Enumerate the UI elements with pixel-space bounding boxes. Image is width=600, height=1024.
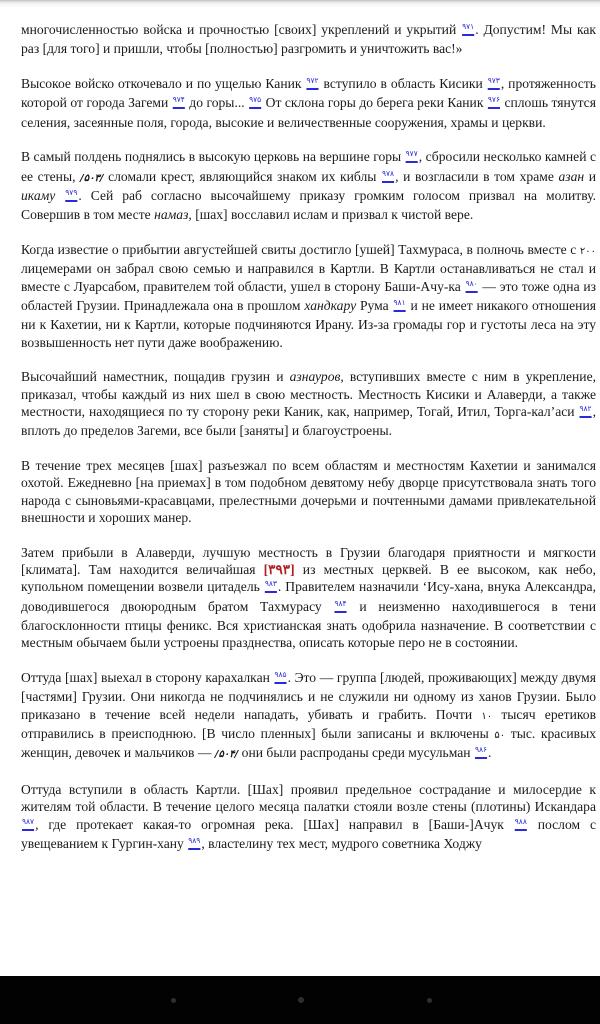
- footnote-link[interactable]: ۹۸۱: [393, 298, 406, 308]
- paragraph: [21, 148, 596, 223]
- footnote-link[interactable]: ۹۷۷: [405, 149, 418, 159]
- italic-term: намаз,: [154, 207, 192, 223]
- persian-numeral: ۲۰۰: [579, 246, 596, 258]
- text-run: [шах] восславил ислам и призвал к чистой вере.: [191, 207, 474, 223]
- persian-numeral: ۵۰: [494, 730, 506, 741]
- paragraph: [21, 21, 596, 58]
- footnote-link[interactable]: ۹۷۹: [65, 188, 78, 198]
- text-run: , и возгласили в том храме: [395, 168, 559, 184]
- back-button[interactable]: [171, 998, 176, 1003]
- text-run: многочисленностью войска и прочностью [своих] укреплений и укрытий: [21, 22, 462, 37]
- text-run: тыс. красивых женщин, девочек и мальчиков —: [21, 726, 596, 761]
- original-page-marker: /۵۰۳/: [80, 172, 104, 184]
- text-run: Когда известие о прибытии августейшей свиты достигло [ушей] Тахмураса, в полночь вместе с: [21, 242, 580, 258]
- footnote-link[interactable]: ۹۸۵: [274, 670, 287, 680]
- text-run: вступило в область Кисики: [319, 76, 487, 92]
- paragraph: [21, 669, 596, 763]
- text-run: В самый полдень поднялись в высокую церковь на вершине горы: [21, 149, 405, 165]
- text-run: , протяженность которой от города Загеми: [21, 76, 596, 111]
- paragraph: [21, 781, 596, 854]
- footnote-link[interactable]: ۹۷۵: [249, 95, 262, 105]
- text-run: Высокое войско откочевало и по ущелью Каник: [21, 76, 306, 92]
- text-run: Оттуда [шах] выехал в сторону карахалкан: [21, 670, 274, 686]
- footnote-link[interactable]: ۹۷۴: [172, 95, 185, 105]
- footnote-link[interactable]: ۹۷۲: [306, 76, 319, 86]
- footnote-link[interactable]: ۹۸۴: [334, 598, 347, 608]
- italic-term: азнауров,: [289, 369, 344, 385]
- text-run: лицемерами он забрал свою семью и направился в Картли. В Картли останавливаться не стал и вместе с Луарсабом, правителем той области, ушел в сторону Баши-Ачу-ка: [21, 261, 596, 294]
- footnote-link[interactable]: ۹۸۲: [579, 404, 592, 414]
- text-run: От склона горы до берега реки Каник: [262, 95, 487, 111]
- page-reference-marker: [۳۹۳]: [263, 562, 295, 578]
- footnote-link[interactable]: ۹۷۱: [462, 22, 475, 31]
- text-run: , властелину тех мест, мудрого советника Ходжу: [201, 835, 482, 851]
- text-run: до горы...: [185, 95, 249, 111]
- footnote-link[interactable]: ۹۸۰: [465, 278, 478, 288]
- paragraph: [21, 75, 596, 131]
- italic-term: азан: [558, 168, 585, 184]
- text-run: они были распроданы среди мусульман: [238, 745, 474, 761]
- text-run: тысяч еретиков отправились в преисподнюю. [В число пленных] были записаны и включены: [21, 706, 597, 741]
- footnote-link[interactable]: ۹۸۹: [188, 835, 201, 845]
- persian-numeral: ۱۰: [481, 710, 493, 722]
- text-run: и не имеет никакого отношения ни к Кахетии, ни к Картли, которые подчиняются Ирану. Из-за громады гор и густоты леса на эту возвышенность нет пути даже воображению.: [21, 298, 596, 350]
- text-run: сломали крест, являющийся знаком их киблы: [103, 168, 381, 184]
- top-toolbar-shadow: [0, 0, 600, 8]
- italic-term: икаму: [21, 188, 56, 204]
- text-run: Рума: [356, 298, 393, 314]
- footnote-link[interactable]: ۹۸۶: [474, 745, 488, 755]
- text-run: — это тоже одна из областей Грузии. Принадлежала она в прошлом: [21, 278, 596, 314]
- system-navigation-bar: [0, 976, 600, 1024]
- text-run: и: [584, 168, 596, 184]
- footnote-link[interactable]: ۹۸۸: [514, 816, 527, 826]
- footnote-link[interactable]: ۹۸۳: [264, 579, 277, 589]
- text-run: В течение трех месяцев [шах] разъезжал по всем областям и местностям Кахетии и занимался охотой. Ежедневно [на приемах] в том подобном девятому небу дворце присутствовала знать того народа с сыновьями-красавцами, прелестными дочерьми и почтенными дамами привлекательной внешности и хороших манер.: [21, 458, 596, 526]
- paragraph: [21, 368, 596, 439]
- text-run: и неизменно находившегося в тени благосклонности птицы феникс. Вся христианская знать одобрила назначение. В соответствии с местным обычаем были устроены празднества, описать которые перо не в состоянии.: [21, 598, 597, 651]
- home-button[interactable]: [298, 997, 304, 1003]
- text-run: вступивших вместе с ним в укрепление, приказал, чтобы каждый из них шел в свою местность. Местность Кисики и Алаверди, а также местности, находящиеся по ту сторону реки Каник, как, например, Тогай, Итил, Торга-кал’аси: [21, 369, 597, 420]
- text-run: , сбросили несколько камней с ее стены,: [21, 149, 596, 184]
- original-page-marker: /۵۰۴/: [214, 749, 239, 761]
- footnote-link[interactable]: ۹۷۶: [487, 95, 500, 105]
- text-run: . Допустим! Мы как раз [для того] и пришли, чтобы [полностью] разгромить и уничтожить вас!»: [21, 22, 597, 57]
- text-run: , где протекает какая-то огромная река. [Шах] направил в [Баши-]Ачук: [35, 816, 514, 832]
- italic-term: хандкару: [304, 298, 357, 314]
- text-run: [55, 188, 64, 203]
- text-run: Высочайший наместник, пощадив грузин и: [21, 369, 290, 385]
- text-run: послом с увещеванием к Гургин-хану: [21, 816, 596, 851]
- text-run: сплошь тянутся селения, засеянные поля, города, высокие и величественные сооружения, храмы и церкви.: [21, 95, 596, 130]
- footnote-link[interactable]: ۹۷۳: [487, 76, 500, 86]
- text-run: Затем прибыли в Алаверди, лучшую местность в Грузии благодаря приятности и мягкости [климата]. Там находится величайшая: [21, 544, 596, 578]
- text-run: Оттуда вступили в область Картли. [Шах] проявил предельное сострадание и милосердие к жителям той области. В течение целого месяца палатки стояли возле стены (плотины) Искандара: [21, 782, 596, 815]
- text-run: .: [488, 745, 492, 761]
- footnote-link[interactable]: ۹۷۸: [382, 168, 395, 178]
- paragraph: [21, 457, 596, 526]
- paragraph: [21, 241, 596, 351]
- footnote-link[interactable]: ۹۸۷: [22, 816, 35, 826]
- text-run: , вплоть до пределов Загеми, все были [заняты] и благоустроены.: [21, 404, 596, 439]
- recents-button[interactable]: [427, 998, 432, 1003]
- text-run: . Сей раб согласно высочайшему приказу громким голосом призвал на молитву. Совершив в том месте: [21, 188, 596, 223]
- document-page: [21, 21, 596, 872]
- text-run: . Это — группа [людей, проживающих] между двумя [частями] Грузии. Они никогда не подчинялись и не служили ни одному из ханов Грузии. Было приказано в течение всей недели нападать, убивать и грабить. Почти: [21, 670, 597, 722]
- paragraph: [21, 544, 596, 652]
- text-run: из местных церквей. В ее высоком, как небо, купольном помещении возвели цитадель: [21, 562, 596, 595]
- text-run: . Правителем назначили ‘Ису-хана, внука Александра, доводившегося двоюродным братом Тахмурасу: [21, 579, 596, 614]
